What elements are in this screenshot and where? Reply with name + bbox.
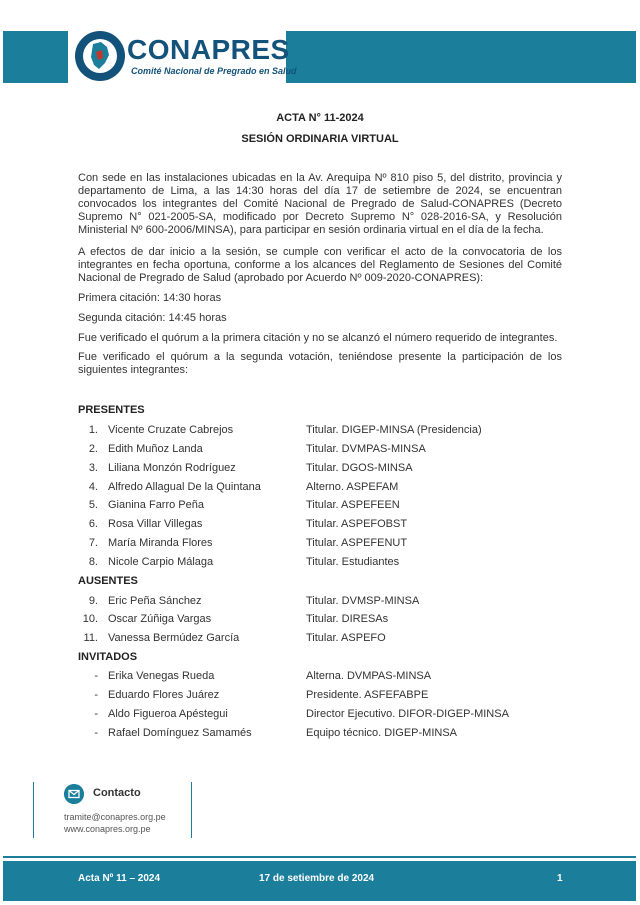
- intro-paragraph: Con sede en las instalaciones ubicadas en la Av. Arequipa Nº 810 piso 5, del distrito, provincia y departamento de Lima, a las 14:30 horas del día 17 de setiembre de 2024, se encuentran convocados los integrantes del Comité Nacional de Pregrado de Salud-CONAPRES (Decreto Supremo N° 021-2005-SA, modificado por Decreto Supremo N° 028-2016-SA, y Resolución Ministerial Nº 600-2006/MINSA), para participar en sesión ordinaria virtual en el día de la fecha.: [78, 172, 562, 236]
- attendee-name: Alfredo Allagual De la Quintana: [108, 481, 261, 493]
- contact-divider-right: [191, 782, 192, 838]
- attendee-role: Titular. DGOS-MINSA: [306, 462, 413, 474]
- row-bullet: -: [94, 708, 98, 720]
- guest-row: [78, 708, 558, 722]
- absentee-role: Titular. ASPEFO: [306, 632, 386, 644]
- attendee-name: Edith Muñoz Landa: [108, 443, 203, 455]
- attendee-role: Titular. Estudiantes: [306, 556, 400, 568]
- guest-name: Aldo Figueroa Apéstegui: [108, 708, 228, 720]
- guest-row: [78, 689, 558, 703]
- guest-role: Alterna. DVMPAS-MINSA: [306, 670, 432, 682]
- quorum-segunda: Fue verificado el quórum a la segunda votación, teniéndose presente la participación de los siguientes integrantes:: [78, 351, 562, 376]
- row-number: 11.: [83, 632, 98, 644]
- attendee-name: Gianina Farro Peña: [108, 499, 204, 511]
- attendee-row: [78, 518, 558, 532]
- primera-citacion: Primera citación: 14:30 horas: [78, 292, 222, 304]
- row-bullet: -: [94, 670, 98, 682]
- guest-row: [78, 727, 558, 741]
- guest-name: Rafael Domínguez Samamés: [108, 727, 252, 739]
- attendee-row: [78, 424, 558, 438]
- attendee-role: Titular. ASPEFENUT: [306, 537, 408, 549]
- guest-name: Erika Venegas Rueda: [108, 670, 215, 682]
- guest-name: Eduardo Flores Juárez: [108, 689, 220, 701]
- attendee-role: Titular. ASPEFOBST: [306, 518, 408, 530]
- contact-email-link[interactable]: tramite@conapres.org.pe: [64, 812, 166, 822]
- invitados-heading: INVITADOS: [78, 651, 138, 663]
- logo-subtitle: Comité Nacional de Pregrado en Salud: [131, 66, 297, 76]
- row-number: 1.: [88, 424, 98, 436]
- mail-icon: [64, 784, 84, 804]
- absentee-name: Eric Peña Sánchez: [108, 595, 202, 607]
- footer-rule: [3, 856, 636, 858]
- absentee-name: Oscar Zúñiga Vargas: [108, 613, 212, 625]
- quorum-primera: Fue verificado el quórum a la primera citación y no se alcanzó el número requerido de integrantes.: [78, 332, 558, 344]
- attendee-row: [78, 499, 558, 513]
- row-number: 6.: [88, 518, 98, 530]
- row-number: 3.: [88, 462, 98, 474]
- presentes-heading: PRESENTES: [78, 404, 145, 416]
- acta-number: ACTA N° 11-2024: [276, 112, 364, 124]
- convocatoria-paragraph: A efectos de dar inicio a la sesión, se cumple con verificar el acto de la convocatoria de los integrantes en fecha oportuna, conforme a los alcances del Reglamento de Sesiones del Comité Nacional de Pregrado de Salud (aprobado por Acuerdo Nº 009-2020-CONAPRES):: [78, 246, 562, 284]
- ausentes-heading: AUSENTES: [78, 575, 138, 587]
- absentee-row: [78, 613, 558, 627]
- attendee-row: [78, 537, 558, 551]
- absentee-role: Titular. DIRESAs: [306, 613, 389, 625]
- attendee-role: Titular. DVMPAS-MINSA: [306, 443, 426, 455]
- absentee-role: Titular. DVMSP-MINSA: [306, 595, 420, 607]
- attendee-role: Titular. DIGEP-MINSA (Presidencia): [306, 424, 482, 436]
- attendee-row: [78, 462, 558, 476]
- row-number: 2.: [88, 443, 98, 455]
- contact-divider-left: [33, 782, 34, 838]
- attendee-name: Vicente Cruzate Cabrejos: [108, 424, 234, 436]
- attendee-row: [78, 481, 558, 495]
- footer-acta: Acta Nº 11 – 2024: [78, 873, 161, 884]
- guest-row: [78, 670, 558, 684]
- page-number: 1: [557, 873, 563, 884]
- attendee-row: [78, 556, 558, 570]
- footer-date: 17 de setiembre de 2024: [259, 873, 375, 884]
- row-bullet: -: [94, 727, 98, 739]
- row-bullet: -: [94, 689, 98, 701]
- guest-role: Presidente. ASFEFABPE: [306, 689, 429, 701]
- guest-role: Director Ejecutivo. DIFOR-DIGEP-MINSA: [306, 708, 509, 720]
- row-number: 8.: [88, 556, 98, 568]
- attendee-role: Alterno. ASPEFAM: [306, 481, 399, 493]
- attendee-name: Nicole Carpio Málaga: [108, 556, 214, 568]
- contact-label: Contacto: [93, 787, 141, 799]
- segunda-citacion: Segunda citación: 14:45 horas: [78, 312, 227, 324]
- row-number: 9.: [88, 595, 98, 607]
- row-number: 10.: [82, 613, 98, 625]
- row-number: 7.: [88, 537, 98, 549]
- absentee-name: Vanessa Bermúdez García: [108, 632, 240, 644]
- guest-role: Equipo técnico. DIGEP-MINSA: [306, 727, 458, 739]
- session-type: SESIÓN ORDINARIA VIRTUAL: [241, 133, 399, 145]
- row-number: 5.: [88, 499, 98, 511]
- absentee-row: [78, 632, 558, 646]
- attendee-row: [78, 443, 558, 457]
- absentee-row: [78, 595, 558, 609]
- attendee-name: Rosa Villar Villegas: [108, 518, 203, 530]
- attendee-name: María Miranda Flores: [108, 537, 213, 549]
- logo-title: CONAPRES: [127, 34, 290, 65]
- row-number: 4.: [88, 481, 98, 493]
- contact-web-link[interactable]: www.conapres.org.pe: [64, 824, 151, 834]
- attendee-role: Titular. ASPEFEEN: [306, 499, 400, 511]
- conapres-seal-icon: [74, 30, 126, 82]
- attendee-name: Liliana Monzón Rodríguez: [108, 462, 236, 474]
